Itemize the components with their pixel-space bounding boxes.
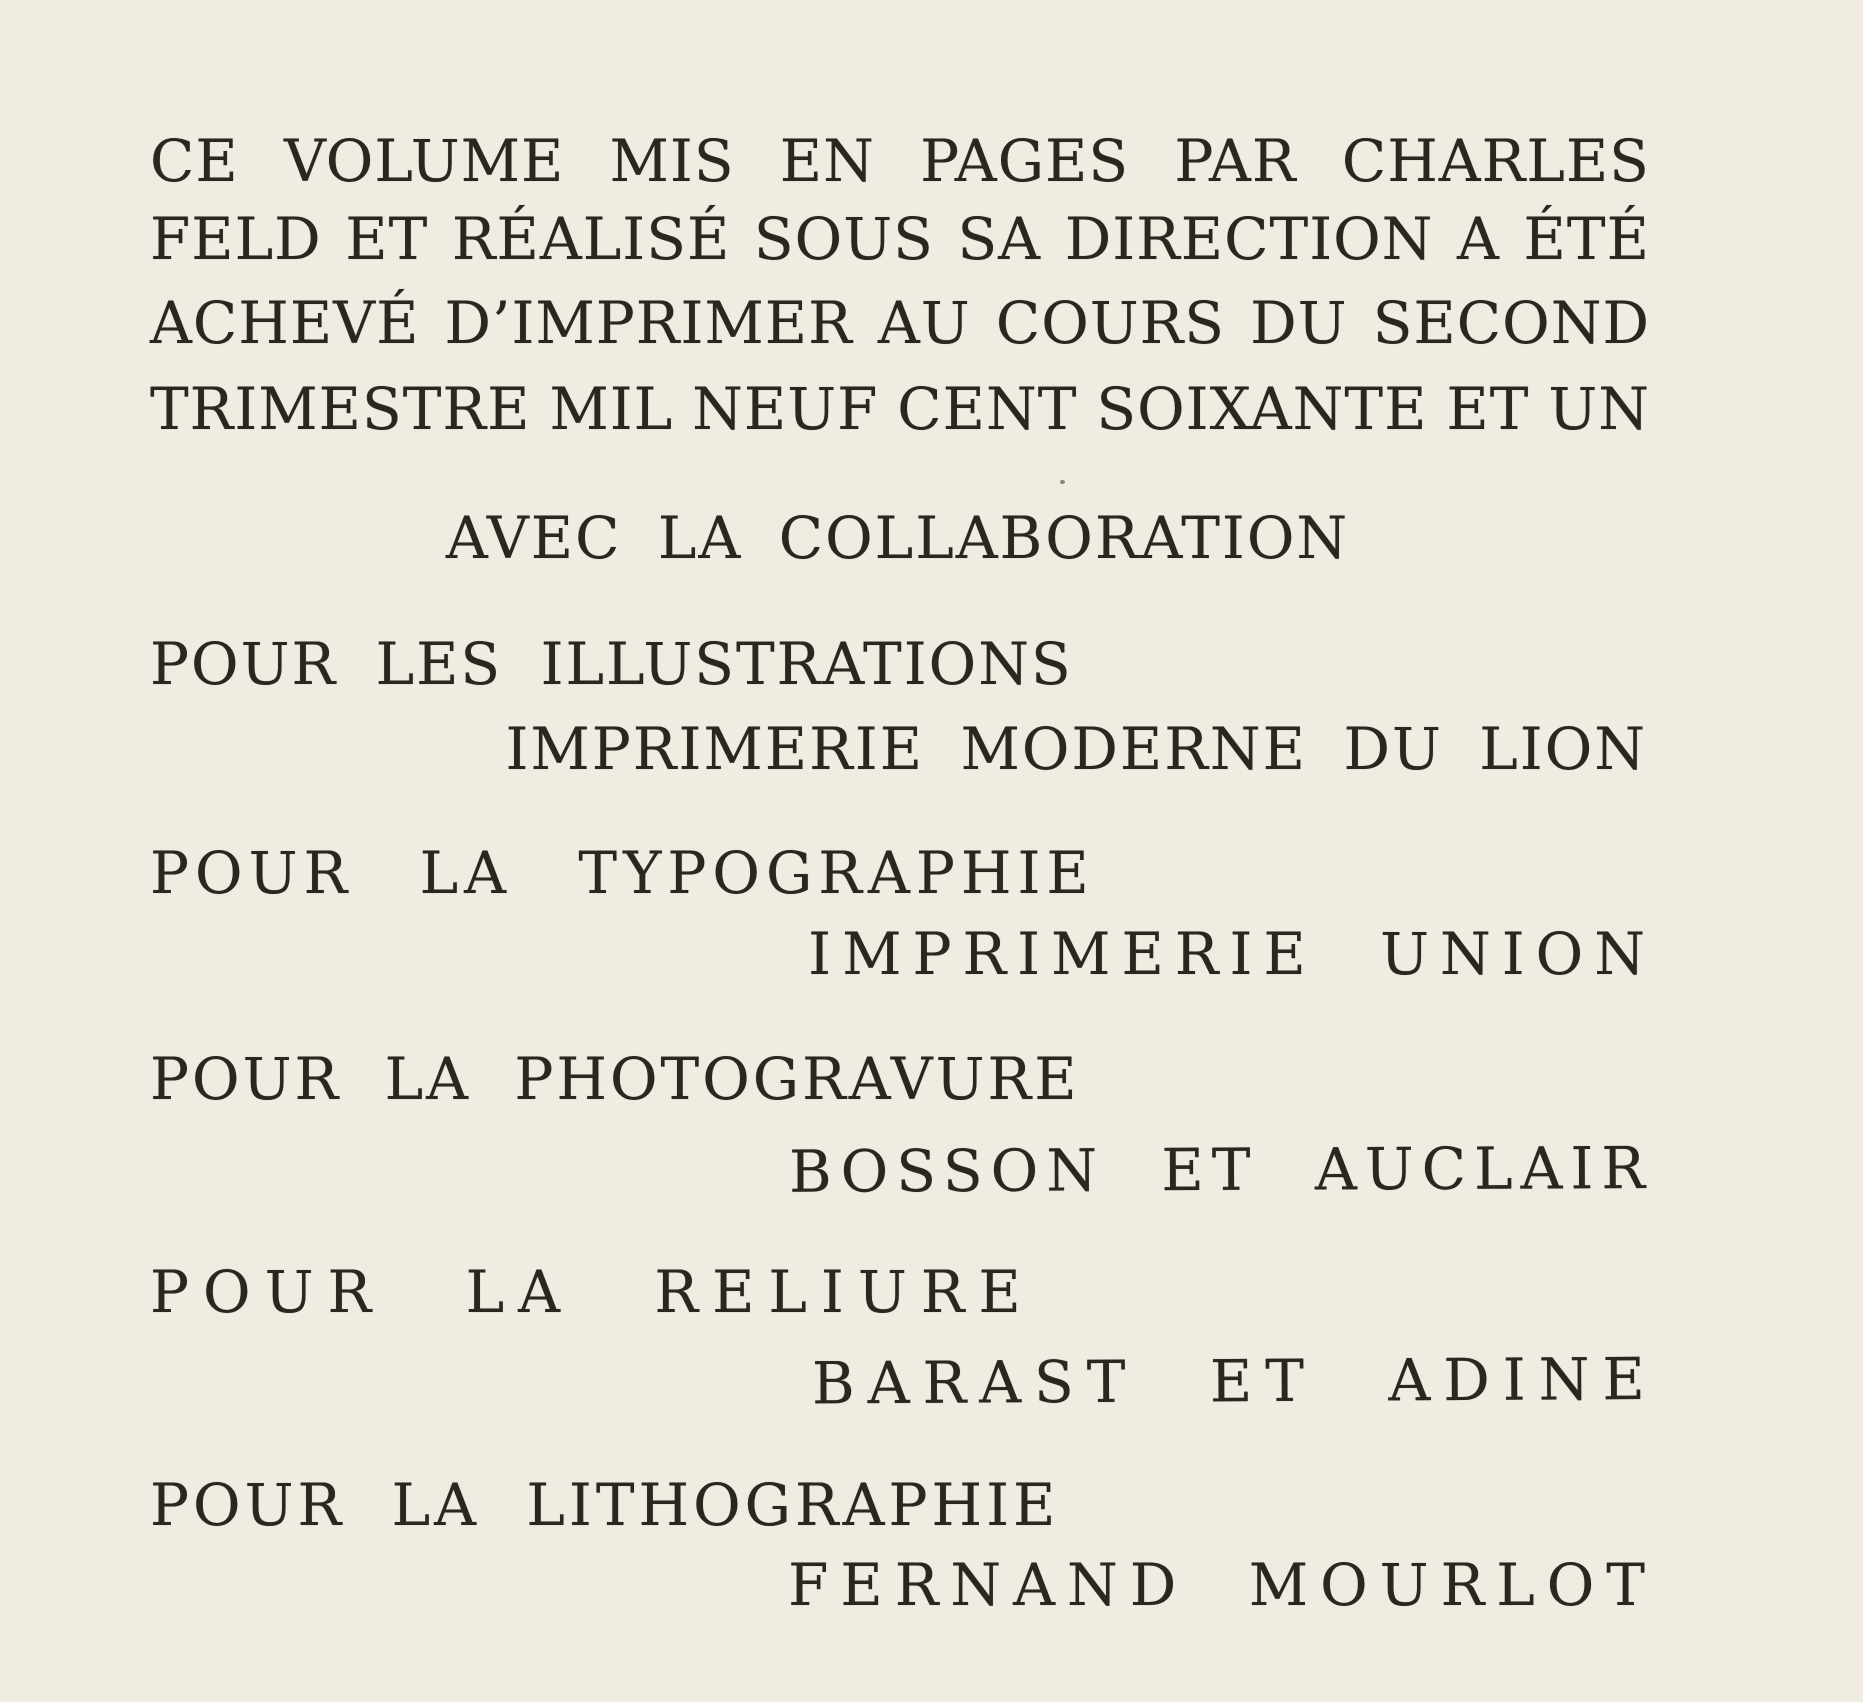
word: NEUF	[692, 375, 879, 443]
credit-name-bosson-et-auclair: BOSSON ET AUCLAIR	[788, 1134, 1654, 1206]
word: MIS	[609, 127, 735, 195]
word: CE	[150, 127, 239, 195]
colophon-paragraph-line-1	[150, 127, 1650, 197]
word: VOLUME	[283, 127, 565, 195]
word: CENT	[897, 375, 1078, 443]
credit-name-imprimerie-union: IMPRIMERIE UNION	[808, 920, 1656, 988]
word: TRIMESTRE	[150, 375, 531, 443]
credit-role-photogravure: POUR LA PHOTOGRAVURE	[150, 1045, 1080, 1113]
ink-speck	[1060, 480, 1065, 484]
colophon-paragraph-line-3	[150, 289, 1650, 359]
word: DIRECTION	[1064, 205, 1434, 273]
word: FELD	[150, 205, 322, 273]
word: ÉTÉ	[1523, 205, 1650, 273]
word: SOUS	[753, 205, 934, 273]
colophon-paragraph-line-2	[150, 205, 1650, 275]
word: ET	[1446, 375, 1530, 443]
credit-role-typographie: POUR LA TYPOGRAPHIE	[150, 839, 1095, 907]
credit-role-reliure: POUR LA RELIURE	[150, 1258, 1035, 1326]
word: A	[1457, 205, 1500, 273]
word: DU	[1250, 289, 1348, 357]
word: PAR	[1174, 127, 1297, 195]
word: RÉALISÉ	[451, 205, 731, 273]
word: SOIXANTE	[1096, 375, 1428, 443]
word: AU	[877, 289, 971, 357]
word: ET	[345, 205, 429, 273]
word: ACHEVÉ	[150, 289, 420, 357]
word: SA	[957, 205, 1042, 273]
credit-name-fernand-mourlot: FERNAND MOURLOT	[788, 1551, 1657, 1619]
credit-role-lithographie: POUR LA LITHOGRAPHIE	[150, 1471, 1060, 1539]
colophon-paragraph-line-4	[150, 375, 1650, 445]
word: SECOND	[1372, 289, 1650, 357]
word: CHARLES	[1341, 127, 1650, 195]
word: MIL	[549, 375, 674, 443]
word: PAGES	[920, 127, 1130, 195]
credit-name-imprimerie-moderne-du-lion: IMPRIMERIE MODERNE DU LION	[505, 715, 1647, 783]
credit-name-barast-et-adine: BARAST ET ADINE	[812, 1345, 1659, 1418]
word: UN	[1548, 375, 1650, 443]
word: COURS	[995, 289, 1226, 357]
collaboration-heading: AVEC LA COLLABORATION	[445, 504, 1350, 572]
word: D’IMPRIMER	[444, 289, 853, 357]
word: EN	[779, 127, 875, 195]
credit-role-illustrations: POUR LES ILLUSTRATIONS	[150, 630, 1073, 698]
